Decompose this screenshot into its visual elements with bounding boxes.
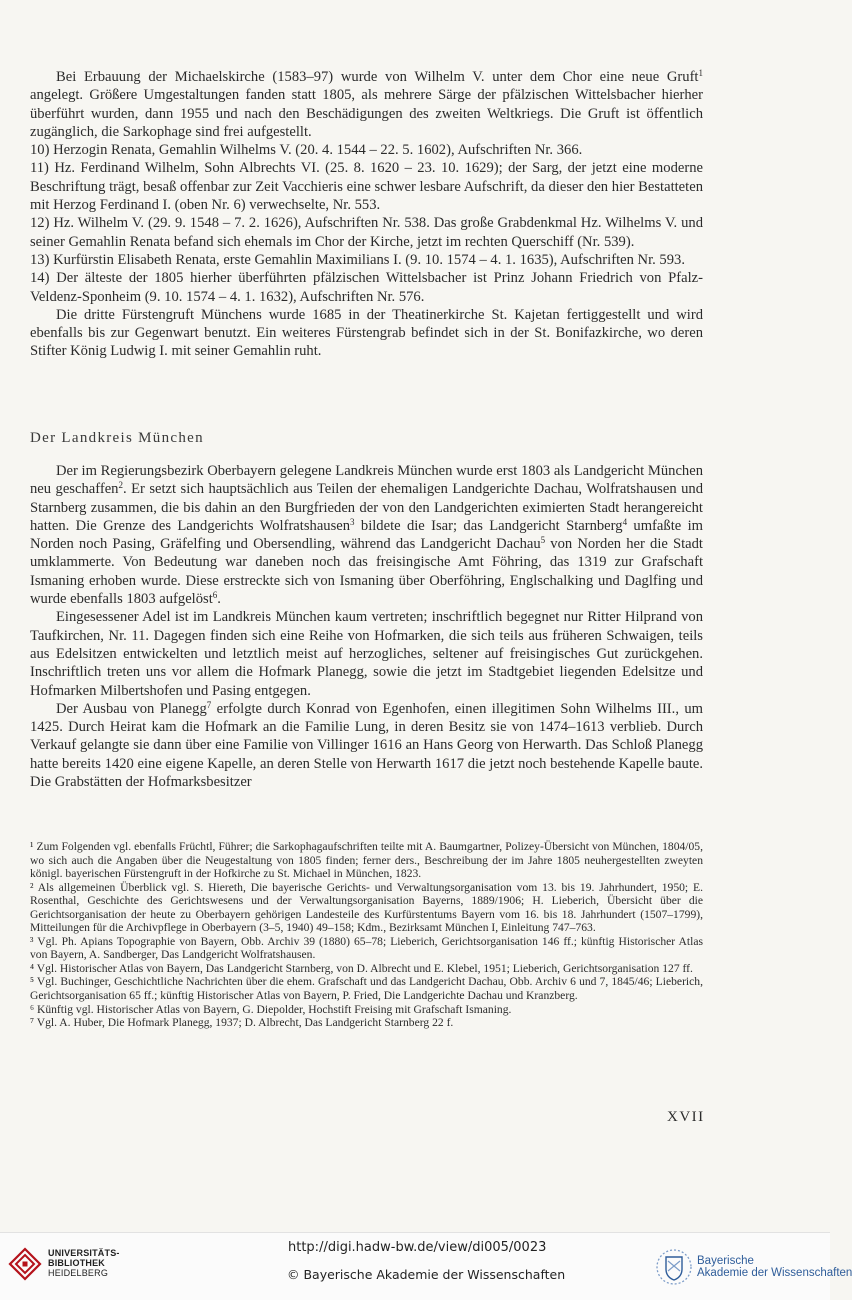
academy-crest-icon bbox=[655, 1247, 693, 1287]
footnote-4: ⁴ Vgl. Historischer Atlas von Bayern, Das Landgericht Starnberg, von D. Albrecht und E. Klebel, 1951; Lieberich, Gerichtsorganisation 127 ff. bbox=[30, 961, 693, 975]
permalink-url[interactable]: http://digi.hadw-bw.de/view/di005/0023 bbox=[288, 1240, 547, 1255]
list-item-14: 14) Der älteste der 1805 hierher überführten pfälzischen Wittelsbacher ist Prinz Johann Friedrich von Pfalz-Veldenz-Sponheim (9. 10. 1574 – 4. 1. 1632), Aufschriften Nr. 576. bbox=[30, 270, 703, 305]
list-item-12: 12) Hz. Wilhelm V. (29. 9. 1548 – 7. 2. 1626), Aufschriften Nr. 538. Das große Grabdenkmal Hz. Wilhelms V. und seiner Gemahlin Renata befand sich ehemals im Chor der Kirche, jetzt im rechten Querschiff (Nr. 539). bbox=[30, 215, 703, 250]
footnotes bbox=[30, 840, 703, 1030]
footnote-ref-1[interactable]: 1 bbox=[698, 68, 703, 78]
academy-logo-line-2: Akademie der Wissenschaften bbox=[697, 1267, 852, 1279]
footnote-ref-7[interactable]: 7 bbox=[206, 699, 212, 710]
library-logo[interactable] bbox=[8, 1245, 178, 1285]
paragraph-landgericht: Der im Regierungsbezirk Oberbayern gelegene Landkreis München wurde erst 1803 als Landgericht München neu geschaffen$^2$. Er setzt sich hauptsächlich aus Teilen der ehemaligen Landgerichte Dachau, Wolfratshausen und Starnberg zusammen, die bis dahin an den Burgfrieden der von den Landgerichten eximierten Stadt herangereicht hatten. Die Grenze des Landgerichts Wolfratshausen$^3$ bildete die Isar; das Landgericht Starnberg$^4$ umfaßte im Norden noch Pasing, Gräfelfing und Obersendling, während das Landgericht Dachau$^5$ von Norden her die Stadt umklammerte. Von Bedeutung war daneben noch das freisingische Amt Föhring, das 1319 zur Grafschaft Ismaning erhoben wurde. Diese erstreckte sich von Ismaning über Oberföhring, Englschalking und Daglfing und wurde ebenfalls 1803 aufgelöst$^6$. bbox=[30, 463, 703, 608]
list-item-13: 13) Kurfürstin Elisabeth Renata, erste Gemahlin Maximilians I. (9. 10. 1574 – 4. 1. 1635), Aufschriften Nr. 593. bbox=[30, 251, 685, 268]
footer-bar bbox=[0, 1232, 852, 1300]
footnote-ref-3[interactable]: 3 bbox=[350, 516, 355, 527]
footnote-3: ³ Vgl. Ph. Apians Topographie von Bayern, Obb. Archiv 39 (1880) 65–78; Lieberich, Gerichtsorganisation 146 ff.; künftig Historischer Atlas von Bayern, A. Sandberger, Das Landgericht Wolfratshausen. bbox=[30, 934, 703, 962]
list-item-10: 10) Herzogin Renata, Gemahlin Wilhelms V. (20. 4. 1544 – 22. 5. 1602), Aufschriften Nr. 366. bbox=[30, 142, 583, 159]
footnote-ref-5[interactable]: 5 bbox=[540, 535, 546, 546]
footnote-ref-4[interactable]: 4 bbox=[622, 516, 628, 527]
footnote-ref-2[interactable]: 2 bbox=[118, 480, 123, 491]
section-heading: Der Landkreis München bbox=[30, 430, 204, 446]
section-landkreis-text bbox=[30, 462, 703, 791]
paragraph-crypt-intro: Bei Erbauung der Michaelskirche (1583–97) wurde von Wilhelm V. unter dem Chor eine neue Gruft$^1$ angelegt. Größere Umgestaltungen fanden statt 1805, als mehrere Särge der pfälzischen Wittelsbacher hierher überführt wurden, dann 1955 und nach den Beschädigungen des zweiten Weltkriegs. Die Gruft ist öffentlich zugänglich, die Sarkophage sind frei aufgestellt. bbox=[30, 68, 703, 140]
page-number: XVII bbox=[667, 1109, 705, 1125]
library-logo-line-3: HEIDELBERG bbox=[48, 1268, 109, 1278]
footnote-7: ⁷ Vgl. A. Huber, Die Hofmark Planegg, 1937; D. Albrecht, Das Landgericht Starnberg 22 f. bbox=[30, 1016, 454, 1030]
library-logo-line-1: UNIVERSITÄTS- bbox=[48, 1248, 120, 1258]
section-crypt-text bbox=[30, 68, 703, 361]
paragraph-planegg: Der Ausbau von Planegg$^7$ erfolgte durch Konrad von Egenhofen, einen illegitimen Sohn Wilhelms III., um 1425. Durch Heirat kam die Hofmark an die Familie Lung, in deren Besitz sie von 1474–1613 verblieb. Durch Verkauf gelangte sie dann über eine Familie von Villinger 1616 an Hans Georg von Herwarth. Das Schloß Planegg hatte bereits 1420 eine eigene Kapelle, an deren Stelle von Herwarth 1617 die jetzt noch bestehende Kapelle baute. Die Grabstätten der Hofmarksbesitzer bbox=[30, 699, 704, 791]
footnote-2: ² Als allgemeinen Überblick vgl. S. Hiereth, Die bayerische Gerichts- und Verwaltungsorganisation vom 13. bis 19. Jahrhundert, 1950; E. Rosenthal, Geschichte des Gerichtswesens und der Verwaltungsorganisation Bayerns, 1889/1906; H. Lieberich, Übersicht über die Gerichtsorganisation der heute zu Oberbayern gehörigen Landesteile des Kurfürstentums Bayern vom 16. bis 18. Jahrhundert (1507–1799), Mitteilungen für die Archivpflege in Oberbayern (3–5, 1940) 49–158; Kdm., Bezirksamt München I, Einleitung 747–763. bbox=[30, 880, 703, 935]
paragraph-theatinerkirche: Die dritte Fürstengruft Münchens wurde 1685 in der Theatinerkirche St. Kajetan fertiggestellt und wird ebenfalls bis zur Gegenwart benutzt. Ein weiteres Fürstengrab befindet sich in der St. Bonifazkirche, wo deren Stifter König Ludwig I. mit seiner Gemahlin ruht. bbox=[30, 306, 703, 360]
footnote-1: ¹ Zum Folgenden vgl. ebenfalls Früchtl, Führer; die Sarkophagaufschriften teilte mit A. Baumgartner, Polizey-Übersicht von München, 1804/05, wo sich auch die Angaben über die Neugestaltung von 1805 finden; ferner ders., Beschreibung der im Jahre 1805 neuhergestellten zweyten königl. bayerischen Fürstengruft in der Hofkirche zu St. Michael in München, 1823. bbox=[30, 840, 703, 881]
academy-logo-line-1: Bayerische bbox=[697, 1255, 754, 1267]
footnote-5: ⁵ Vgl. Buchinger, Geschichtliche Nachrichten über die ehem. Grafschaft und das Landgericht Dachau, Obb. Archiv 6 und 7, 1845/46; Lieberich, Gerichtsorganisation 65 ff.; künftig Historischer Atlas von Bayern, P. Fried, Die Landgerichte Dachau und Kranzberg. bbox=[30, 975, 703, 1003]
footnote-ref-6[interactable]: 6 bbox=[212, 590, 218, 601]
library-seal-icon bbox=[8, 1247, 42, 1281]
paragraph-adel: Eingesessener Adel ist im Landkreis München kaum vertreten; inschriftlich begegnet nur Ritter Hilprand von Taufkirchen, Nr. 11. Dagegen finden sich eine Reihe von Hofmarken, die sich teils aus früheren Schwaigen, teils aus Edelsitzen entwickelten und letztlich meist auf herzogliches, seltener auf freisingisches Gut zurückgehen. Inschriftlich treten uns vor allem die Hofmark Planegg, sowie die jetzt im Stadtgebiet liegenden Edelsitze und Hofmarken Milbertshofen und Pasing entgegen. bbox=[30, 609, 703, 699]
copyright-notice: © Bayerische Akademie der Wissenschaften bbox=[287, 1267, 566, 1282]
library-logo-line-2: BIBLIOTHEK bbox=[48, 1258, 105, 1268]
list-item-11: 11) Hz. Ferdinand Wilhelm, Sohn Albrechts VI. (25. 8. 1620 – 23. 10. 1629); der Sarg, der jetzt eine moderne Beschriftung trägt, besaß offenbar zur Zeit Vacchieris eine schwer lesbare Aufschrift, da dieser den hier Bestatteten mit Herzog Ferdinand I. (oben Nr. 6) verwechselte, Nr. 553. bbox=[30, 160, 703, 214]
academy-logo[interactable] bbox=[655, 1247, 852, 1291]
footnote-6: ⁶ Künftig vgl. Historischer Atlas von Bayern, G. Diepolder, Hochstift Freising mit Grafschaft Ismaning. bbox=[30, 1002, 512, 1016]
